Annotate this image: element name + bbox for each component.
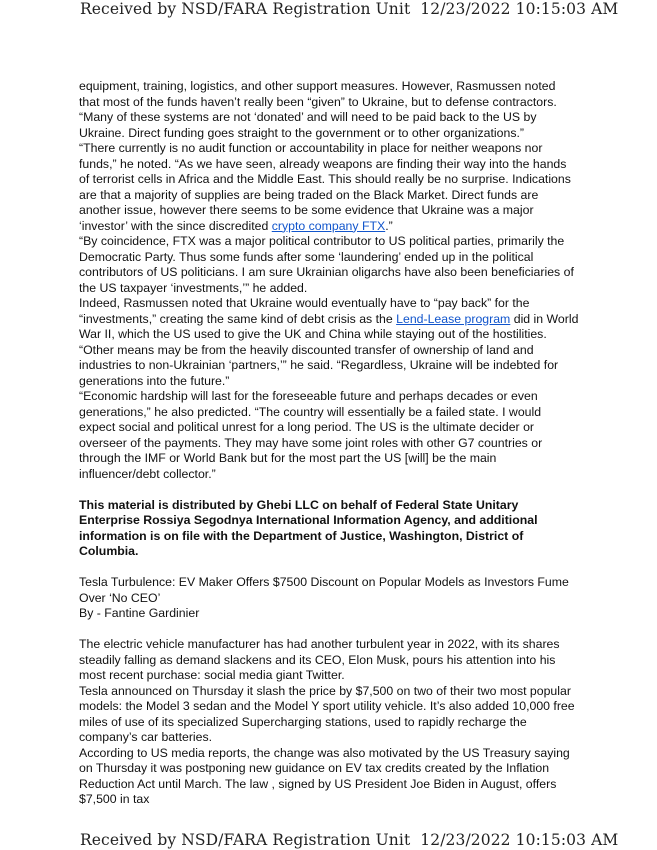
paragraph: The electric vehicle manufacturer has had another turbulent year in 2022, with its shares steadily falling as demand slackens and its CEO, Elon Musk, pours his attention into his most recent purchase: social media giant Twitter. bbox=[79, 637, 560, 682]
spacer bbox=[79, 560, 579, 576]
paragraph-text: did in World War II, which the US used to give the UK and China while staying out of the hostilities. bbox=[79, 311, 579, 341]
lend-lease-program-link[interactable]: Lend-Lease program bbox=[396, 311, 511, 326]
paragraph: Tesla announced on Thursday it slash the price by $7,500 on two of their two most popular models: the Model 3 sedan and the Model Y sport utility vehicle. It’s also added 10,000 free miles of use of its specialized Supercharging stations, used to rapidly recharge the company’s car batteries. bbox=[79, 683, 575, 744]
paragraph: “Economic hardship will last for the foreseeable future and perhaps decades or even generations,” he also predicted. “The country will essentially be a failed state. I would expect social and political unrest for a long period. The US is the ultimate decider or overseer of the payments. They may have some joint roles with other G7 countries or through the IMF or World Bank but for the most part the US [will] be the main influencer/debt collector.” bbox=[79, 389, 543, 481]
paragraph: “Many of these systems are not ‘donated’ and will need to be paid back to the US by Ukraine. Direct funding goes straight to the government or to other organizations.” bbox=[79, 110, 537, 140]
spacer bbox=[79, 622, 579, 638]
stamp-text: Received by NSD/FARA Registration Unit bbox=[80, 0, 411, 18]
paragraph: According to US media reports, the change was also motivated by the US Treasury saying on Thursday it was postponing new guidance on EV tax credits created by the Inflation Reduction Act until March. The law , signed by US President Joe Biden in August, offers $7,500 in tax bbox=[79, 745, 570, 806]
paragraph: “Other means may be from the heavily discounted transfer of ownership of land and industries to non-Ukrainian ‘partners,’” he said. “Regardless, Ukraine will be indebted for generations into the future.” bbox=[79, 342, 559, 388]
article-byline: By - Fantine Gardinier bbox=[79, 606, 200, 620]
spacer bbox=[79, 482, 579, 498]
registration-stamp-footer bbox=[80, 831, 619, 849]
paragraph bbox=[79, 296, 579, 343]
paragraph-text: Indeed, Rasmussen noted that Ukraine would eventually have to “pay back” for the “investments,” creating the same kind of debt crisis as the bbox=[79, 296, 530, 326]
stamp-timestamp: 12/23/2022 10:15:03 AM bbox=[420, 831, 619, 849]
paragraph-text: .” bbox=[385, 218, 393, 233]
stamp-text: Received by NSD/FARA Registration Unit bbox=[80, 831, 411, 849]
article-title: Tesla Turbulence: EV Maker Offers $7500 Discount on Popular Models as Investors Fume Over ‘No CEO’ bbox=[79, 575, 569, 605]
paragraph: “By coincidence, FTX was a major political contributor to US political parties, primarily the Democratic Party. Thus some funds after some ‘laundering’ ended up in the political contributors of US politicians. I am sure Ukrainian oligarchs have also been beneficiaries of the US taxpayer ‘investments,’” he added. bbox=[79, 234, 574, 295]
registration-stamp-header bbox=[80, 0, 619, 18]
fara-disclaimer: This material is distributed by Ghebi LLC on behalf of Federal State Unitary Enterprise Rossiya Segodnya International Information Agency, and additional information is on file with the Department of Justice, Washington, District of Columbia. bbox=[79, 497, 538, 558]
crypto-company-ftx-link[interactable]: crypto company FTX bbox=[271, 218, 386, 233]
paragraph-text: “There currently is no audit function or accountability in place for neither weapons nor funds,” he noted. “As we have seen, already weapons are finding their way into the hands of terrorist cells in Africa and the Middle East. This should really be no surprise. Indications are that a majority of supplies are being traded on the Black Market. Direct funds are another issue, however there seems to be some evidence that Ukraine was a major ‘investor’ with the since discredited bbox=[79, 141, 571, 233]
stamp-timestamp: 12/23/2022 10:15:03 AM bbox=[420, 0, 619, 18]
document-body bbox=[79, 79, 579, 808]
paragraph: equipment, training, logistics, and other support measures. However, Rasmussen noted that most of the funds haven’t really been “given” to Ukraine, but to defense contractors. bbox=[79, 79, 557, 109]
paragraph bbox=[79, 141, 579, 234]
